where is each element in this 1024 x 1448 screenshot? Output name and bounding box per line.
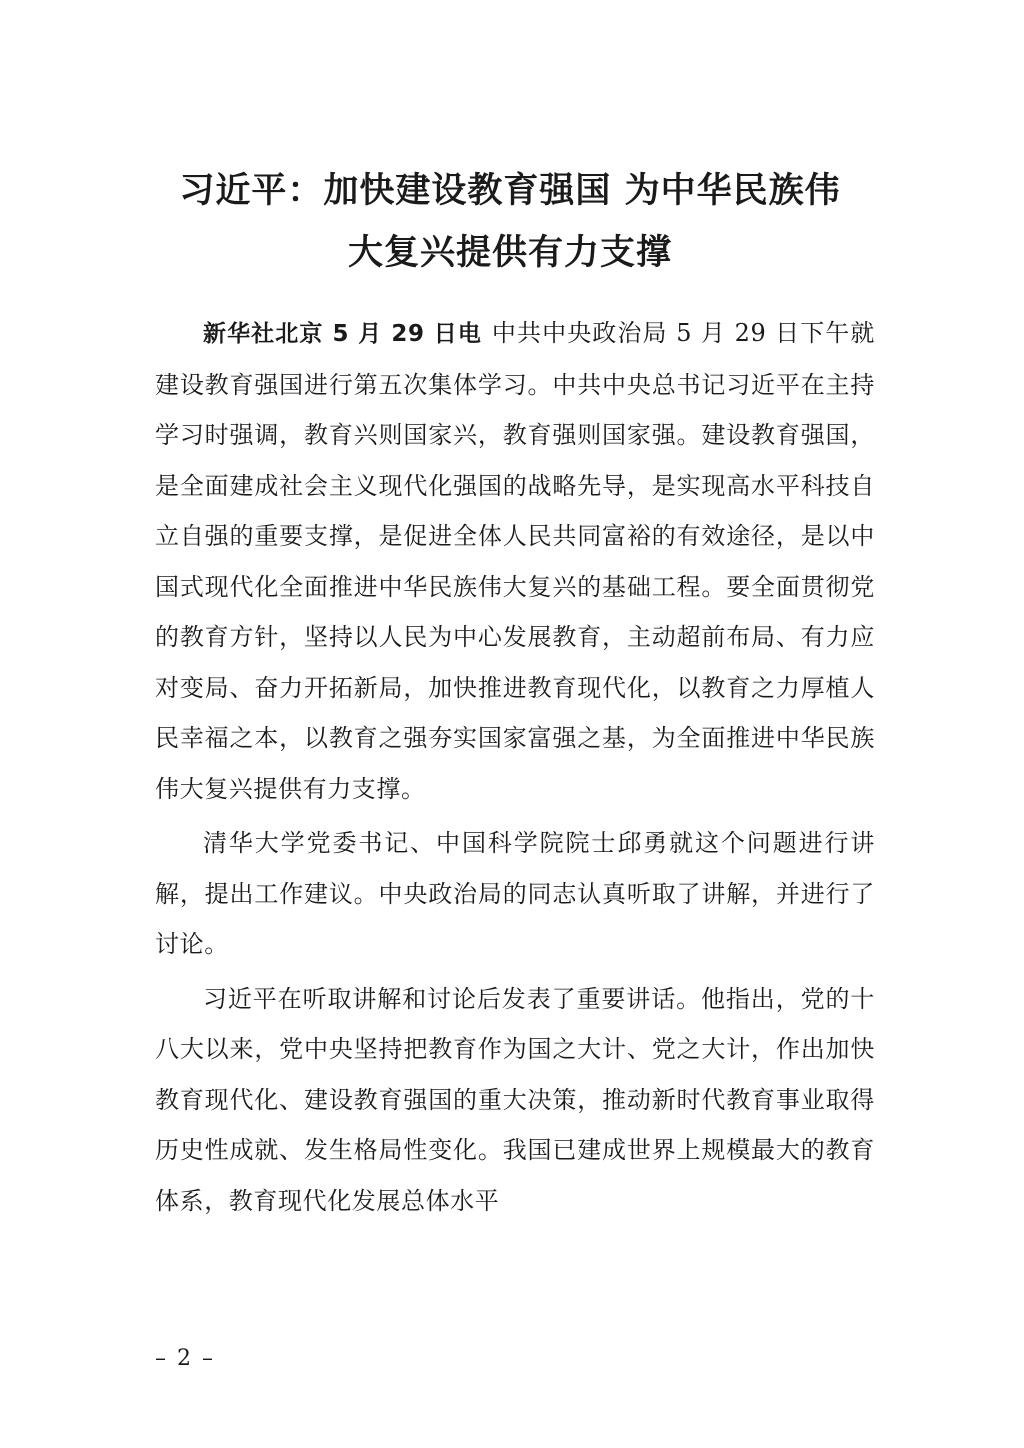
paragraph-1 bbox=[155, 308, 875, 814]
paragraph-1-text: 中共中央政治局 5 月 29 日下午就建设教育强国进行第五次集体学习。中共中央总书记习近平在主持学习时强调，教育兴则国家兴，教育强则国家强。建设教育强国，是全面建成社会主义现代化强国的战略先导，是实现高水平科技自立自强的重要支撑，是促进全体人民共同富裕的有效途径，是以中国式现代化全面推进中华民族伟大复兴的基础工程。要全面贯彻党的教育方针，坚持以人民为中心发展教育，主动超前布局、有力应对变局、奋力开拓新局，加快推进教育现代化，以教育之力厚植人民幸福之本，以教育之强夯实国家富强之基，为全面推进中华民族伟大复兴提供有力支撑。 bbox=[155, 319, 875, 803]
article-body bbox=[155, 308, 875, 1230]
dateline: 新华社北京 5 月 29 日电 bbox=[203, 321, 482, 347]
paragraph-2: 清华大学党委书记、中国科学院院士邱勇就这个问题进行讲解，提出工作建议。中央政治局的同志认真听取了讲解，并进行了讨论。 bbox=[155, 829, 875, 958]
page-number: – 2 – bbox=[155, 1346, 215, 1371]
page-title bbox=[150, 160, 870, 284]
paragraph-3: 习近平在听取讲解和讨论后发表了重要讲话。他指出，党的十八大以来，党中央坚持把教育作为国之大计、党之大计，作出加快教育现代化、建设教育强国的重大决策，推动新时代教育事业取得历史性成就、发生格局性变化。我国已建成世界上规模最大的教育体系，教育现代化发展总体水平 bbox=[155, 984, 875, 1215]
title-line-2: 大复兴提供有力支撑 bbox=[347, 233, 672, 273]
title-line-1: 习近平：加快建设教育强国 为中华民族伟 bbox=[179, 171, 841, 211]
